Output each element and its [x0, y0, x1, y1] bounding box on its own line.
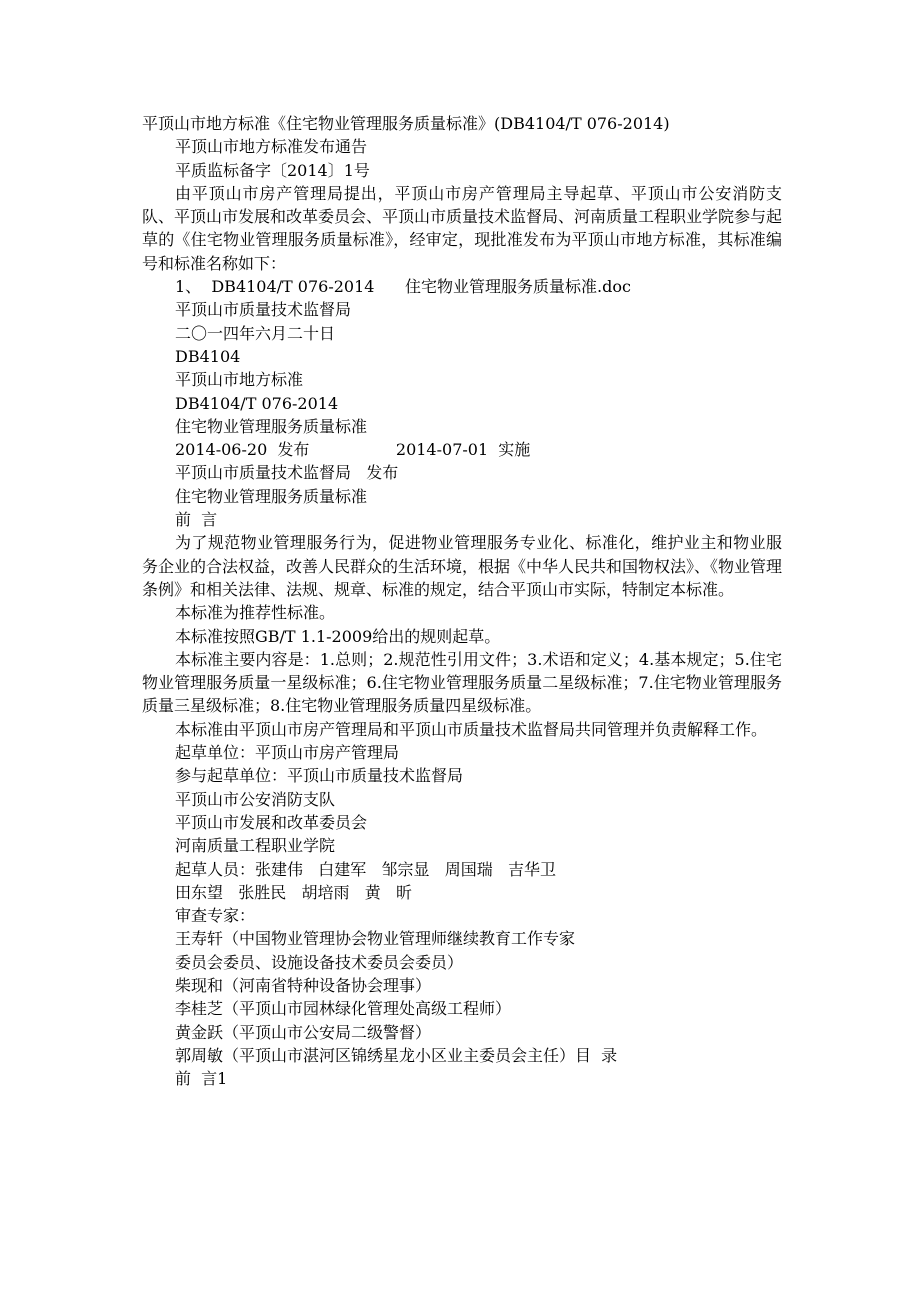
- foreword-paragraph-2: 本标准为推荐性标准。: [175, 603, 336, 623]
- reviewer-4: 黄金跃（平顶山市公安局二级警督）: [175, 1022, 432, 1042]
- standard-code: DB4104: [175, 346, 241, 366]
- participant-2: 平顶山市发展和改革委员会: [175, 812, 368, 832]
- notice-number: 平质监标备字〔2014〕1号: [175, 160, 370, 180]
- participant-1: 平顶山市公安消防支队: [175, 789, 336, 809]
- standard-name-repeat: 住宅物业管理服务质量标准: [175, 486, 368, 506]
- reviewer-3: 李桂芝（平顶山市园林绿化管理处高级工程师）: [175, 999, 512, 1019]
- participating-unit: 参与起草单位：平顶山市质量技术监督局: [175, 766, 464, 786]
- standard-list-item: 1、 DB4104/T 076-2014 住宅物业管理服务质量标准.doc: [175, 277, 631, 297]
- dates-line: 2014-06-20 发布 2014-07-01 实施: [175, 440, 531, 460]
- reviewer-5: 郭周敏（平顶山市湛河区锦绣星龙小区业主委员会主任）目 录: [175, 1045, 618, 1065]
- issuer: 平顶山市质量技术监督局: [175, 300, 352, 320]
- reviewers-heading: 审查专家：: [175, 906, 256, 926]
- reviewer-2: 柴现和（河南省特种设备协会理事）: [175, 975, 432, 995]
- reviewer-1-line-2: 委员会委员、设施设备技术委员会委员）: [175, 952, 464, 972]
- document-title: 平顶山市地方标准《住宅物业管理服务质量标准》(DB4104/T 076-2014): [142, 114, 670, 133]
- issue-date: 二〇一四年六月二十日: [175, 323, 336, 343]
- drafting-unit: 起草单位：平顶山市房产管理局: [175, 743, 400, 763]
- standard-number: DB4104/T 076-2014: [175, 393, 339, 413]
- standard-name: 住宅物业管理服务质量标准: [175, 416, 368, 436]
- standard-type: 平顶山市地方标准: [175, 370, 304, 390]
- foreword-paragraph-1: 为了规范物业管理服务行为，促进物业管理服务专业化、标准化，维护业主和物业服务企业的合法权益，改善人民群众的生活环境，根据《中华人民共和国物权法》、《物业管理条例》和相关法律、法规、规章、标准的规定，结合平顶山市实际，特制定本标准。: [142, 533, 783, 599]
- foreword-heading: 前 言: [175, 510, 218, 530]
- foreword-paragraph-5: 本标准由平顶山市房产管理局和平顶山市质量技术监督局共同管理并负责解释工作。: [175, 719, 768, 739]
- notice-body: 由平顶山市房产管理局提出，平顶山市房产管理局主导起草、平顶山市公安消防支队、平顶山市发展和改革委员会、平顶山市质量技术监督局、河南质量工程职业学院参与起草的《住宅物业管理服务质量标准》，经审定，现批准发布为平顶山市地方标准，其标准编号和标准名称如下：: [142, 183, 783, 273]
- notice-title: 平顶山市地方标准发布通告: [175, 137, 368, 157]
- document-body: [142, 112, 782, 1090]
- foreword-paragraph-3: 本标准按照GB/T 1.1-2009给出的规则起草。: [175, 626, 501, 646]
- reviewer-1-line-1: 王寿轩（中国物业管理协会物业管理师继续教育工作专家: [175, 929, 576, 949]
- toc-entry-1: 前 言1: [175, 1069, 228, 1089]
- drafters-line-1: 起草人员：张建伟 白建军 邹宗显 周国瑞 吉华卫: [175, 859, 557, 879]
- drafters-line-2: 田东望 张胜民 胡培雨 黄 昕: [175, 882, 413, 902]
- foreword-paragraph-4: 本标准主要内容是：1.总则；2.规范性引用文件；3.术语和定义；4.基本规定；5.住宅物业管理服务质量一星级标准；6.住宅物业管理服务质量二星级标准；7.住宅物业管理服务质量三星级标准；8.住宅物业管理服务质量四星级标准。: [142, 649, 782, 716]
- publisher-line: 平顶山市质量技术监督局 发布: [175, 463, 399, 483]
- participant-3: 河南质量工程职业学院: [175, 836, 336, 856]
